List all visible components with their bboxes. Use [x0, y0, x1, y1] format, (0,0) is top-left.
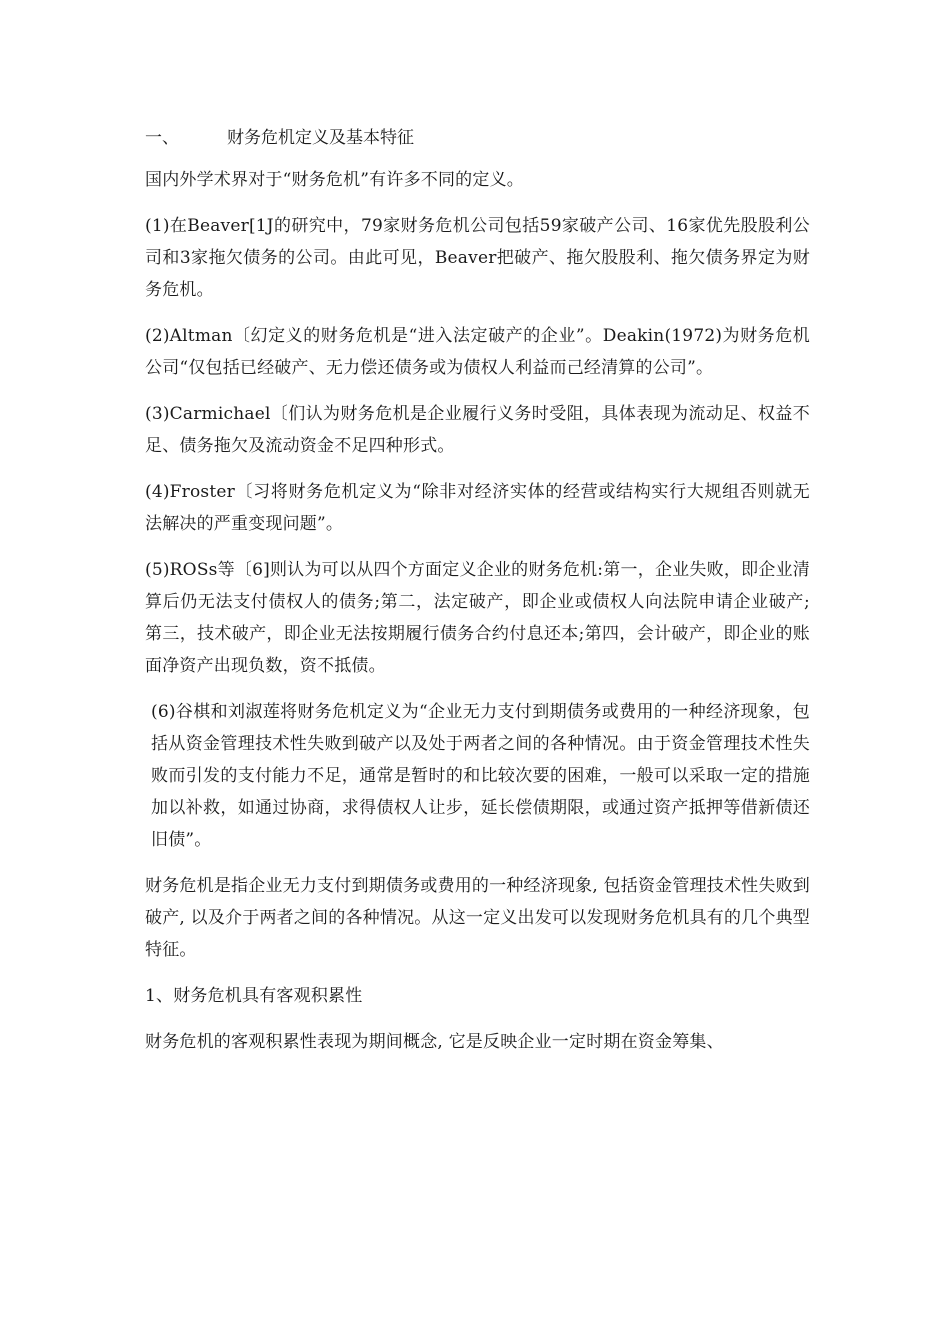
document-page: [145, 122, 810, 1072]
paragraph-ross: (5)ROSs等〔6]则认为可以从四个方面定义企业的财务危机:第一，企业失败，即企业清算后仍无法支付债权人的债务;第二，法定破产，即企业或债权人向法院申请企业破产;第三，技术破产，即企业无法按期履行债务合约付息还本;第四，会计破产，即企业的账面净资产出现负数，资不抵债。: [145, 560, 810, 676]
paragraph-intro: 国内外学术界对于“财务危机”有许多不同的定义。: [145, 170, 524, 190]
subsection-heading: 1、财务危机具有客观积累性: [145, 986, 363, 1006]
section-heading: [145, 122, 810, 154]
section-title: 财务危机定义及基本特征: [227, 128, 414, 148]
section-number: 一、: [145, 128, 179, 148]
paragraph-beaver: (1)在Beaver[1J的研究中，79家财务危机公司包括59家破产公司、16家优先股股利公司和3家拖欠债务的公司。由此可见，Beaver把破产、拖欠股股利、拖欠债务界定为财务危机。: [145, 216, 810, 300]
paragraph-accumulation: 财务危机的客观积累性表现为期间概念, 它是反映企业一定时期在资金筹集、: [145, 1032, 724, 1052]
paragraph-gu-liu: (6)谷棋和刘淑莲将财务危机定义为“企业无力支付到期债务或费用的一种经济现象，包括从资金管理技术性失败到破产以及处于两者之间的各种情况。由于资金管理技术性失败而引发的支付能力不足，通常是暂时的和比较次要的困难，一般可以采取一定的措施加以补救，如通过协商，求得债权人让步，延长偿债期限，或通过资产抵押等借新债还旧债”。: [151, 702, 810, 850]
paragraph-definition: 财务危机是指企业无力支付到期债务或费用的一种经济现象, 包括资金管理技术性失败到破产, 以及介于两者之间的各种情况。从这一定义出发可以发现财务危机具有的几个典型特征。: [145, 876, 810, 960]
paragraph-carmichael: (3)Carmichael〔们认为财务危机是企业履行义务时受阻，具体表现为流动足、权益不足、债务拖欠及流动资金不足四种形式。: [145, 404, 810, 456]
paragraph-altman: (2)Altman〔幻定义的财务危机是“进入法定破产的企业”。Deakin(1972)为财务危机公司“仅包括已经破产、无力偿还债务或为债权人利益而己经清算的公司”。: [145, 326, 810, 378]
paragraph-froster: (4)Froster〔习将财务危机定义为“除非对经济实体的经营或结构实行大规组否则就无法解决的严重变现问题”。: [145, 482, 810, 534]
